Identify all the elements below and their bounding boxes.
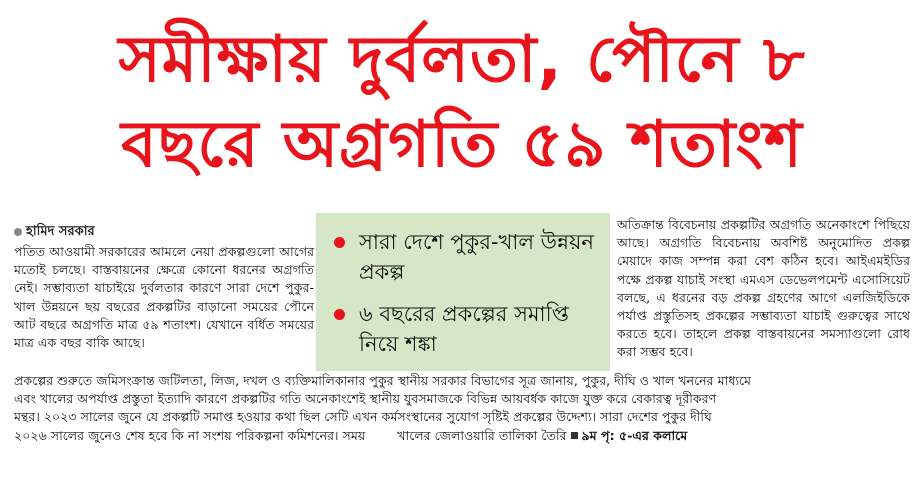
square-bullet-icon [571, 432, 578, 439]
paragraph: অতিক্রান্ত বিবেচনায় প্রকল্পটির অগ্রগতি অনেকাংশে পিছিয়ে আছে। অগ্রগতি বিবেচনায় অবশিষ্ট অনুমোদিত প্রকল্প মেয়াদে কাজ সম্পন্ন করা বেশ কঠিন হবে। আইএমইডির পক্ষে প্রকল্প যাচাই সংস্থা এমএস ডেভেলপমেন্ট এসোসিয়েট বলছে, এ ধরনের বড় প্রকল্প গ্রহণের আগে এলজিইডিকে পর্যাপ্ত প্রস্তুতিসহ প্রকল্পের সম্ভাব্যতা যাচাই গুরুত্বের সাথে করতে হবে। তাহলে প্রকল্প বাস্তবায়নের সমস্যাগুলো রোধ করা সম্ভব হবে। [617, 217, 910, 360]
text-line: মন্থর। ২০২৩ সালের জুনে যে প্রকল্পটি সমাপ্ত হওয়ার কথা ছিল সেটি এখন কর্মসংস্থানের সুযোগ সৃষ্টিই প্রকল্পের উদ্দেশ্য। সারা দেশের পুকুর দীঘি [14, 409, 712, 425]
paragraph: পতিত আওয়ামী সরকারের আমলে নেয়া প্রকল্পগুলো আগের মতোই চলছে। বাস্তবায়নের ক্ষেত্রে কোনো ধরনের অগ্রগতি নেই। সম্ভাব্যতা যাচাইয়ে দুর্বলতার কারণে সারা দেশে পুকুর-খাল উন্নয়নে ছয় বছরের প্রকল্পটির বাড়ানো সময়ের পৌনে আট বছরে অগ্রগতি মাত্র ৫৯ শতাংশ। যেখানে বর্ধিত সময়ের মাত্র এক বছর বাকি আছে। [14, 244, 314, 351]
headline-line-2: বছরে অগ্রগতি ৫৯ শতাংশ [121, 108, 803, 182]
continued-ref-text: ৯ম পৃ: ৫-এর কলামে [581, 427, 688, 443]
text-line: প্রকল্পের শুরুতে জমিসংক্রান্ত জটিলতা, লিজ, দখল ও ব্যক্তিমালিকানার পুকুর স্থানীয় সরকার বিভাগের সূত্র জানায়, পুকুর, দীঘি ও খাল খননের মাধ্যমে [14, 373, 752, 388]
headline-line-1: সমীক্ষায় দুর্বলতা, পৌনে ৮ [118, 23, 806, 97]
highlight-item [334, 227, 599, 287]
highlight-item [334, 299, 599, 359]
article-bottom-block [14, 372, 910, 445]
article-column-right [617, 216, 910, 362]
highlight-box [316, 213, 610, 371]
bullet-dot-icon [14, 228, 22, 236]
red-bullet-icon [334, 309, 345, 320]
text-line: এবং খালের অপর্যাপ্ত প্রস্তুতা ইত্যাদি কারণে প্রকল্পটির গতি অনেকাংশেই স্থানীয় যুবসমাজকে বিভিন্ন আয়বর্ধক কাজে যুক্ত করে বেকারত্ব দূরীকরণ [14, 391, 717, 407]
author-name: হামিদ সরকার [26, 224, 95, 239]
continued-reference [567, 428, 688, 443]
text-segment: ২০২৬ সালের জুনেও শেষ হবে কি না সংশয় পরিকল্পনা কমিশনের। সময় [14, 427, 366, 443]
highlight-text: ৬ বছরের প্রকল্পের সমাপ্তি নিয়ে শঙ্কা [359, 302, 569, 356]
article-column-left [14, 243, 314, 352]
byline [14, 222, 95, 243]
text-line [14, 427, 910, 445]
highlight-text: সারা দেশে পুকুর-খাল উন্নয়ন প্রকল্প [359, 230, 594, 284]
text-segment: খালের জেলাওয়ারি তালিকা তৈরি [397, 427, 567, 443]
red-bullet-icon [334, 237, 345, 248]
